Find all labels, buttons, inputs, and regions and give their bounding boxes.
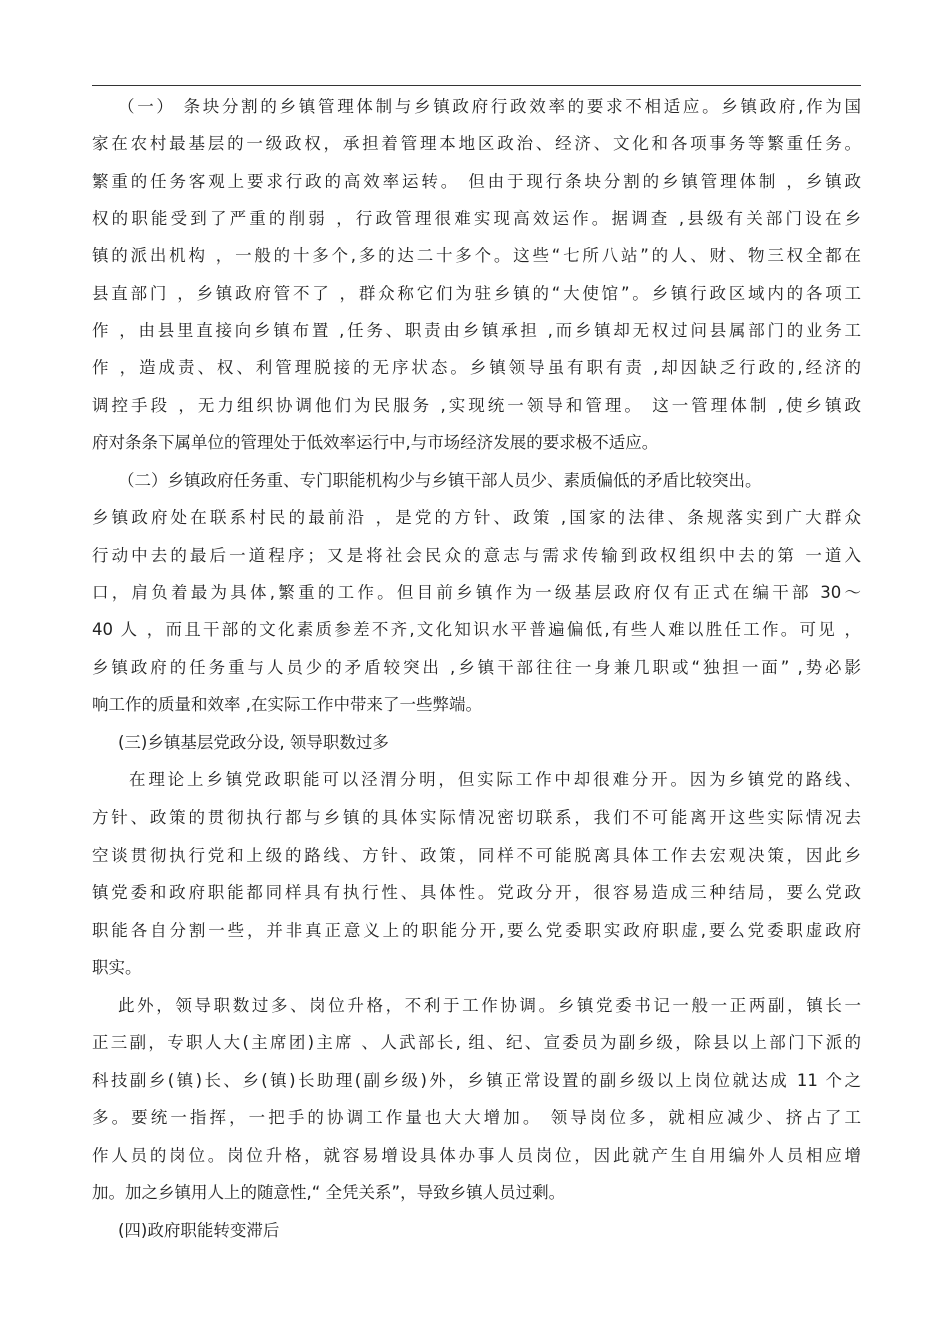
text-line: 乡镇政府处在联系村民的最前沿 ，是党的方针、政策 ,国家的法律、条规落实到广大群众 <box>92 508 861 527</box>
text-line: 行动中去的最后一道程序；又是将社会民众的意志与需求传输到政权组织中去的第 一道入 <box>92 546 861 565</box>
text-line: 镇党委和政府职能都同样具有执行性、具体性。党政分开，很容易造成三种结局，要么党政 <box>92 883 861 902</box>
text-line: 镇的派出机构 ，一般的十多个,多的达二十多个。这些“七所八站”的人、财、物三权全都在 <box>92 246 861 265</box>
header-rule <box>92 85 861 86</box>
text-line: 府对条条下属单位的管理处于低效率运行中,与市场经济发展的要求极不适应。 <box>92 433 659 452</box>
text-line: 科技副乡(镇)长、乡(镇)长助理(副乡级)外，乡镇正常设置的副乡级以上岗位就达成 11 个之 <box>92 1071 861 1090</box>
text-line: 作 ，造成责、权、利管理脱接的无序状态。乡镇领导虽有职有责 ,却因缺乏行政的,经济的 <box>92 358 861 377</box>
text-line: 40 人 ，而且干部的文化素质参差不齐,文化知识水平普遍偏低,有些人难以胜任工作。可见 ， <box>92 620 861 639</box>
text-line: 权的职能受到了严重的削弱 ，行政管理很难实现高效运作。据调查 ,县级有关部门设在乡 <box>92 209 861 228</box>
text-line: 职能各自分割一些，并非真正意义上的职能分开,要么党委职实政府职虚,要么党委职虚政府 <box>92 921 861 940</box>
text-line: 口，肩负着最为具体,繁重的工作。但目前乡镇作为一级基层政府仅有正式在编干部 30～ <box>92 583 861 602</box>
text-line: （二）乡镇政府任务重、专门职能机构少与乡镇干部人员少、素质偏低的矛盾比较突出。 <box>118 471 762 490</box>
text-line: 方针、政策的贯彻执行都与乡镇的具体实际情况密切联系，我们不可能离开这些实际情况去 <box>92 808 861 827</box>
text-line: 正三副，专职人大(主席团)主席 、人武部长, 组、纪、宣委员为副乡级，除县以上部门下派的 <box>92 1033 861 1052</box>
text-line: 作 ，由县里直接向乡镇布置 ,任务、职责由乡镇承担 ,而乡镇却无权过问县属部门的业务工 <box>92 321 861 340</box>
text-line: 此外，领导职数过多、岗位升格，不利于工作协调。乡镇党委书记一般一正两副，镇长一 <box>118 996 861 1015</box>
text-line: 家在农村最基层的一级政权，承担着管理本地区政治、经济、文化和各项事务等繁重任务。 <box>92 134 861 153</box>
text-line: 响工作的质量和效率 ,在实际工作中带来了一些弊端。 <box>92 695 482 714</box>
text-line: 县直部门 ，乡镇政府管不了 ，群众称它们为驻乡镇的“大使馆”。乡镇行政区域内的各项工 <box>92 284 861 303</box>
section-heading: (三)乡镇基层党政分设, 领导职数过多 <box>118 733 389 752</box>
text-line: 加。加之乡镇用人上的随意性,“ 全凭关系”，导致乡镇人员过剩。 <box>92 1183 566 1202</box>
section-heading: (四)政府职能转变滞后 <box>118 1221 280 1240</box>
text-line: 乡镇政府的任务重与人员少的矛盾较突出 ,乡镇干部往往一身兼几职或“独担一面” ,势必影 <box>92 658 861 677</box>
text-line: 在理论上乡镇党政职能可以泾渭分明，但实际工作中却很难分开。因为乡镇党的路线、 <box>129 770 861 789</box>
text-line: （一） 条块分割的乡镇管理体制与乡镇政府行政效率的要求不相适应。乡镇政府,作为国 <box>118 97 861 116</box>
text-line: 空谈贯彻执行党和上级的路线、方针、政策，同样不可能脱离具体工作去宏观决策，因此乡 <box>92 846 861 865</box>
text-line: 多。要统一指挥，一把手的协调工作量也大大增加。 领导岗位多，就相应减少、挤占了工 <box>92 1108 861 1127</box>
text-line: 繁重的任务客观上要求行政的高效率运转。 但由于现行条块分割的乡镇管理体制 ，乡镇政 <box>92 172 861 191</box>
text-line: 职实。 <box>92 958 142 977</box>
text-line: 作人员的岗位。岗位升格，就容易增设具体办事人员岗位，因此就产生自用编外人员相应增 <box>92 1146 861 1165</box>
text-line: 调控手段 ，无力组织协调他们为民服务 ,实现统一领导和管理。 这一管理体制 ,使乡镇政 <box>92 396 861 415</box>
